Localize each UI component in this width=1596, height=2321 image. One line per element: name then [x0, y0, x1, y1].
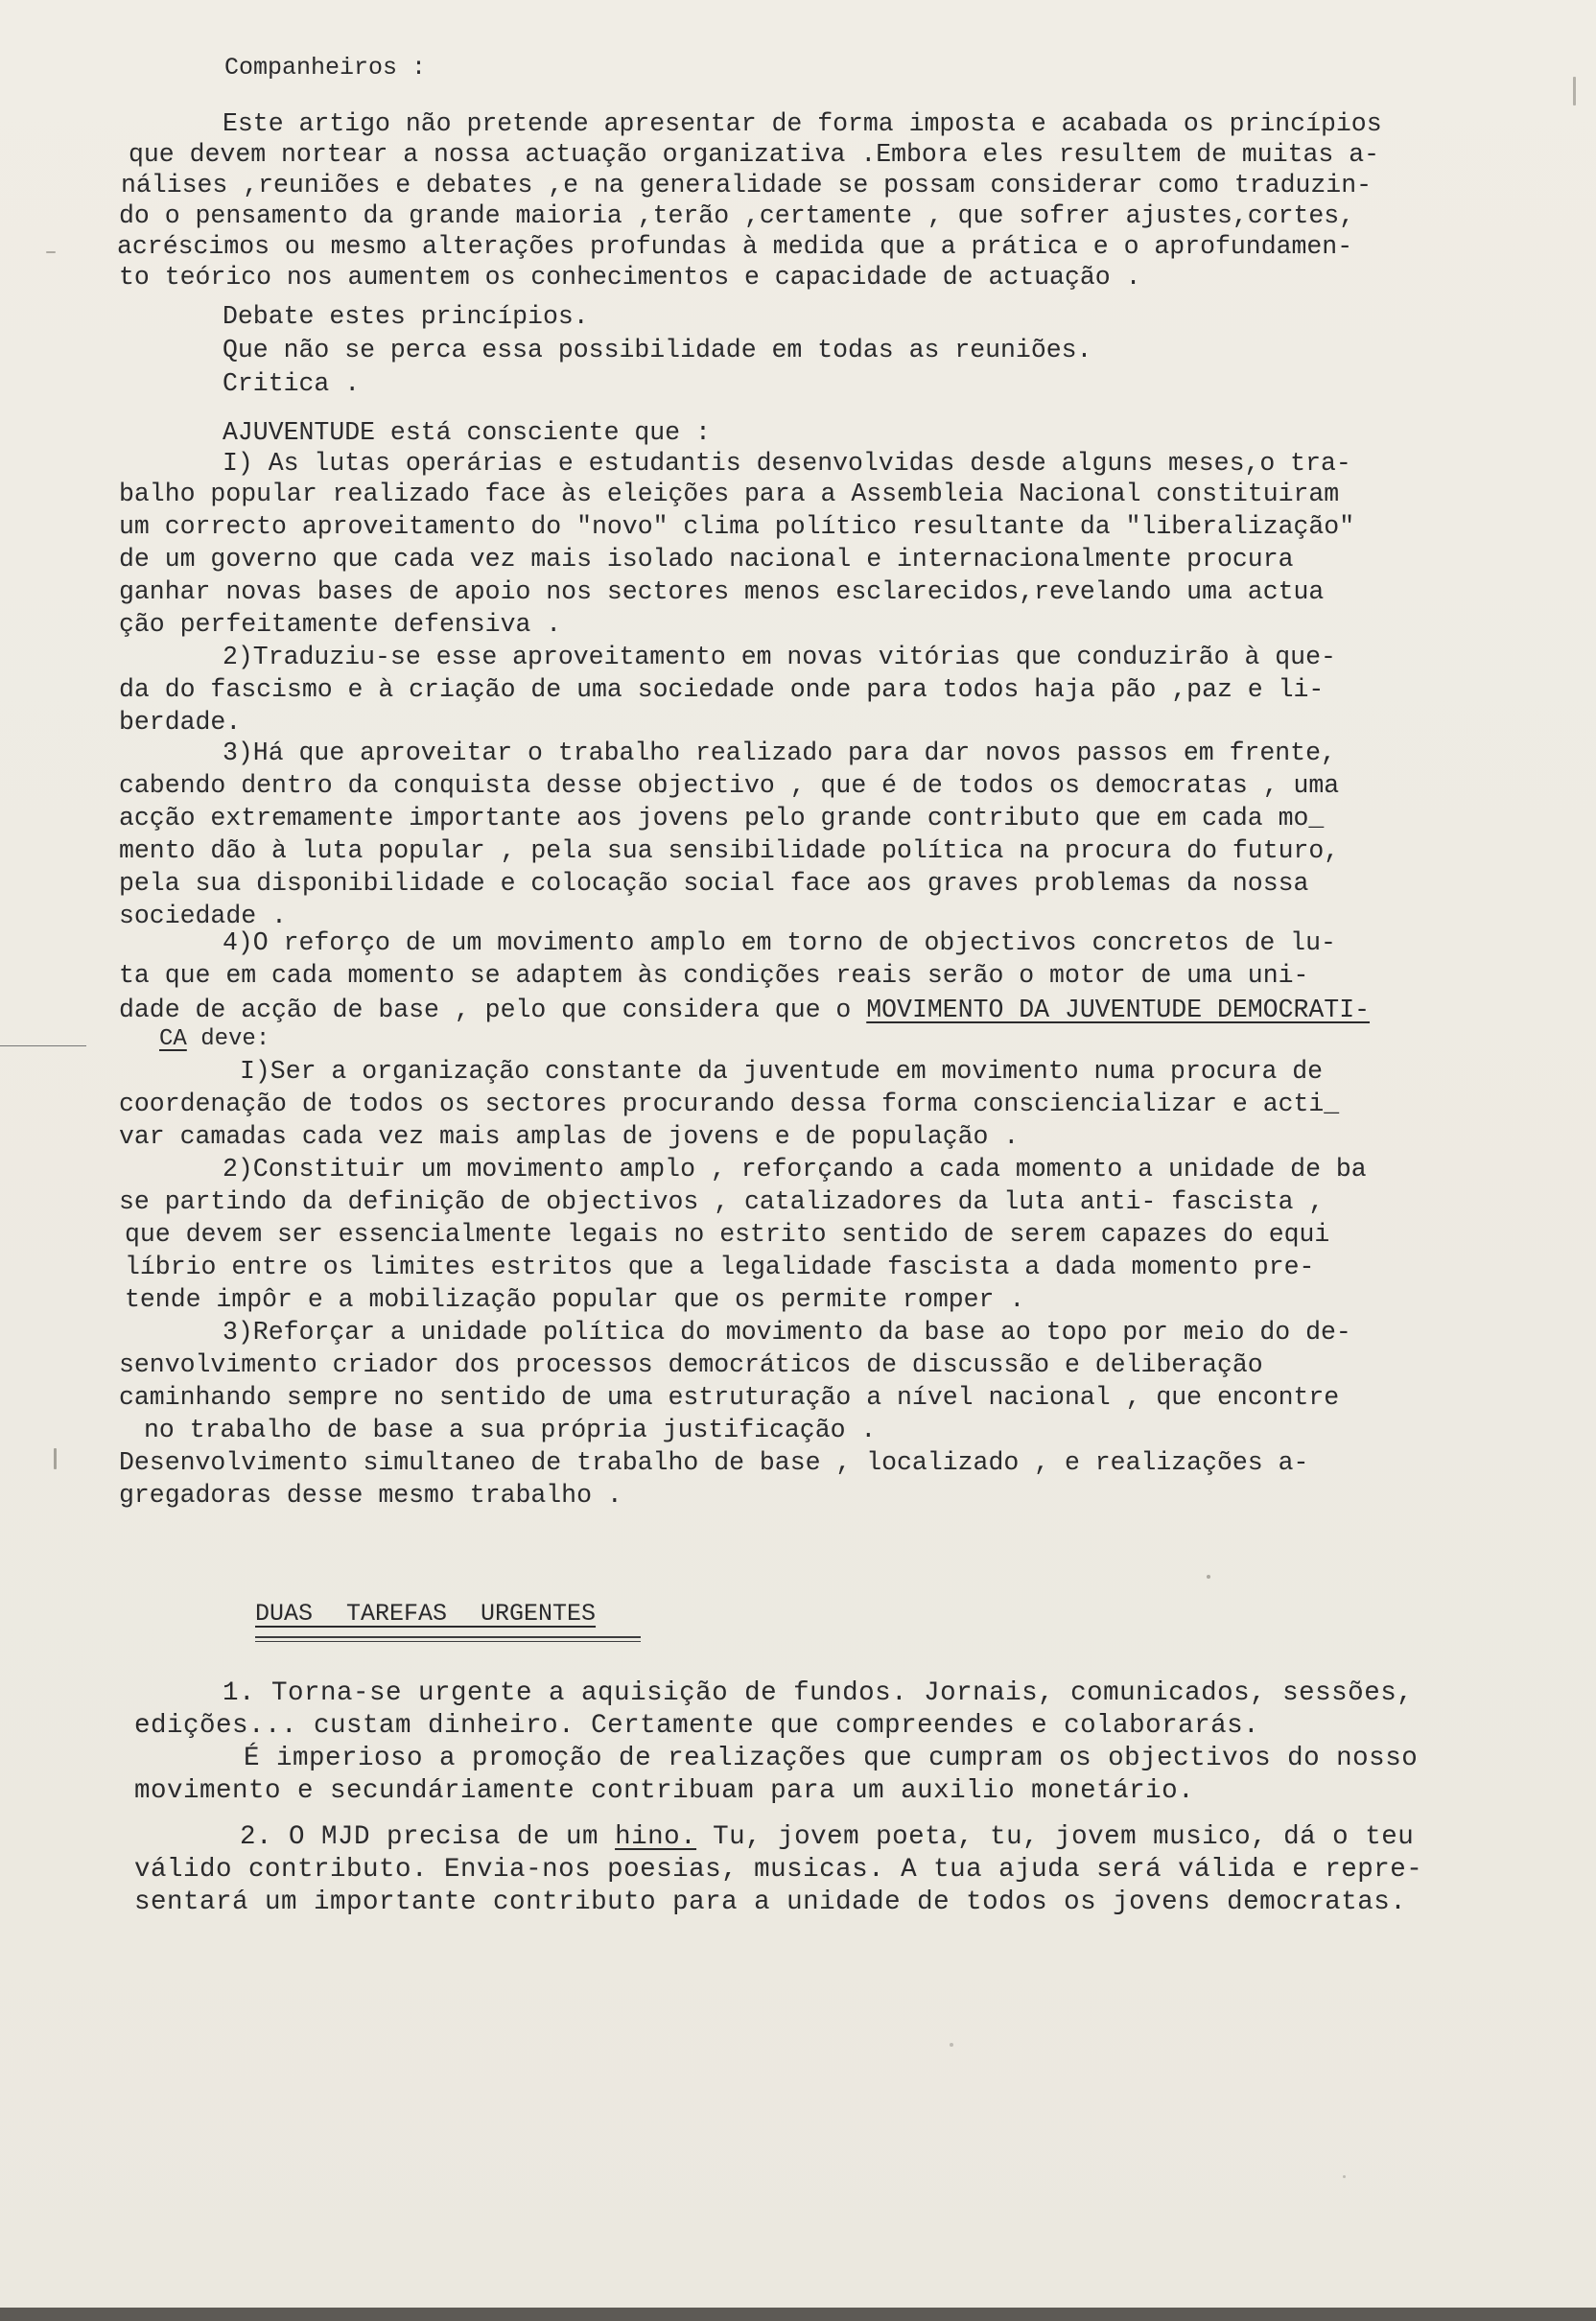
deve-line: coordenação de todos os sectores procurando dessa forma consciencializar e acti_ — [119, 1090, 1340, 1118]
movement-name-end: CA — [159, 1026, 187, 1052]
consciente-line: ganhar novas bases de apoio nos sectores menos esclarecidos,revelando uma actua — [119, 577, 1325, 606]
intro-line: Critica . — [223, 369, 361, 398]
consciente-line: um correcto aproveitamento do "novo" clima político resultante da "liberalização" — [119, 512, 1355, 541]
intro-line: to teórico nos aumentem os conhecimentos e capacidade de actuação . — [119, 263, 1141, 292]
consciente-line: acção extremamente importante aos jovens pelo grande contributo que em cada mo_ — [119, 804, 1325, 832]
paper-speck — [1573, 77, 1576, 106]
deve-line: 3)Reforçar a unidade política do movimento da base ao topo por meio do de- — [223, 1318, 1351, 1347]
deve-line: gregadoras desse mesmo trabalho . — [119, 1481, 622, 1510]
deve-line: tende impôr e a mobilização popular que os permite romper . — [125, 1285, 1025, 1314]
intro-line: acréscimos ou mesmo alterações profundas à medida que a prática e o aprofundamen- — [117, 232, 1353, 261]
deve-label: deve: — [186, 1026, 270, 1052]
deve-line: líbrio entre os limites estritos que a legalidade fascista a dada momento pre- — [125, 1253, 1315, 1281]
consciente-line: 4)O reforço de um movimento amplo em torno de objectivos concretos de lu- — [223, 928, 1336, 957]
urgent-line: sentará um importante contributo para a unidade de todos os jovens democratas. — [134, 1887, 1407, 1917]
paper-speck — [950, 2043, 953, 2047]
intro-line: Que não se perca essa possibilidade em todas as reuniões. — [223, 336, 1092, 364]
consciente-line: berdade. — [119, 708, 242, 737]
consciente-line: I) As lutas operárias e estudantis desenvolvidas desde alguns meses,o tra- — [223, 449, 1351, 478]
urgent-line: movimento e secundáriamente contribuam para um auxilio monetário. — [134, 1776, 1195, 1806]
consciente-line: balho popular realizado face às eleições para a Assembleia Nacional constituiram — [119, 480, 1340, 508]
urgent-line — [240, 1824, 1414, 1851]
urgent-line: válido contributo. Envia-nos poesias, musicas. A tua ajuda será válida e repre- — [134, 1855, 1423, 1885]
intro-line: Este artigo não pretende apresentar de forma imposta e acabada os princípios — [223, 109, 1382, 138]
deve-line: no trabalho de base a sua própria justificação . — [144, 1416, 877, 1444]
deve-line: var camadas cada vez mais amplas de jovens e de população . — [119, 1122, 1020, 1151]
salutation: Companheiros : — [224, 54, 427, 82]
deve-line: se partindo da definição de objectivos , catalizadores da luta anti- fascista , — [119, 1187, 1325, 1216]
deve-line: Desenvolvimento simultaneo de trabalho de base , localizado , e realizações a- — [119, 1448, 1309, 1477]
paper-speck — [1207, 1575, 1210, 1579]
consciente-line: 3)Há que aproveitar o trabalho realizado para dar novos passos em frente, — [223, 738, 1336, 767]
deve-line: senvolvimento criador dos processos democráticos de discussão e deliberação — [119, 1350, 1263, 1379]
deve-line: que devem ser essencialmente legais no estrito sentido de serem capazes do equi — [125, 1220, 1330, 1249]
urgent-heading: DUAS TAREFAS URGENTES — [255, 1600, 597, 1628]
paper-speck — [54, 1448, 57, 1469]
deve-line: caminhando sempre no sentido de uma estruturação a nível nacional , que encontre — [119, 1383, 1340, 1412]
movement-name: MOVIMENTO DA JUVENTUDE DEMOCRATI- — [866, 996, 1371, 1024]
urgent-line-text: 2. O MJD precisa de um — [240, 1822, 616, 1852]
paper-speck — [46, 251, 56, 253]
consciente-line: ção perfeitamente defensiva . — [119, 610, 562, 639]
consciente-line — [119, 997, 1370, 1023]
urgent-line-text: Tu, jovem poeta, tu, jovem musico, dá o teu — [696, 1822, 1415, 1852]
consciente-line: cabendo dentro da conquista desse objectivo , que é de todos os democratas , uma — [119, 771, 1340, 800]
intro-line: que devem nortear a nossa actuação organizativa .Embora eles resultem de muitas a- — [129, 140, 1380, 169]
movement-name-continuation — [159, 1028, 270, 1051]
heading-double-rule — [255, 1636, 641, 1638]
paper-speck — [1343, 2175, 1346, 2178]
consciente-line: 2)Traduziu-se esse aproveitamento em novas vitórias que conduzirão à que- — [223, 643, 1336, 671]
intro-line: Debate estes princípios. — [223, 302, 589, 331]
consciente-line: da do fascismo e à criação de uma sociedade onde para todos haja pão ,paz e li- — [119, 675, 1325, 704]
consciente-line: de um governo que cada vez mais isolado nacional e internacionalmente procura — [119, 545, 1294, 574]
margin-rule — [0, 1045, 86, 1046]
hino-word: hino. — [615, 1822, 697, 1852]
urgent-line: 1. Torna-se urgente a aquisição de fundos. Jornais, comunicados, sessões, — [223, 1678, 1414, 1708]
consciente-line: AJUVENTUDE está consciente que : — [223, 418, 711, 447]
urgent-line: edições... custam dinheiro. Certamente que compreendes e colaborarás. — [134, 1711, 1260, 1741]
deve-line: 2)Constituir um movimento amplo , reforçando a cada momento a unidade de ba — [223, 1155, 1367, 1184]
deve-line: I)Ser a organização constante da juventude em movimento numa procura de — [240, 1057, 1324, 1086]
consciente-line-text: dade de acção de base , pelo que considera que o — [119, 996, 867, 1024]
consciente-line: mento dão à luta popular , pela sua sensibilidade política na procura do futuro, — [119, 836, 1340, 865]
intro-line: do o pensamento da grande maioria ,terão ,certamente , que sofrer ajustes,cortes, — [119, 201, 1355, 230]
urgent-line: É imperioso a promoção de realizações que cumpram os objectivos do nosso — [244, 1744, 1419, 1773]
consciente-line: pela sua disponibilidade e colocação social face aos graves problemas da nossa — [119, 869, 1309, 898]
page-edge-shadow — [0, 2308, 1596, 2321]
consciente-line: ta que em cada momento se adaptem às condições reais serão o motor de uma uni- — [119, 961, 1309, 990]
heading-double-rule — [255, 1641, 641, 1642]
consciente-line: sociedade . — [119, 902, 287, 930]
intro-line: nálises ,reuniões e debates ,e na generalidade se possam considerar como traduzin- — [121, 171, 1373, 199]
